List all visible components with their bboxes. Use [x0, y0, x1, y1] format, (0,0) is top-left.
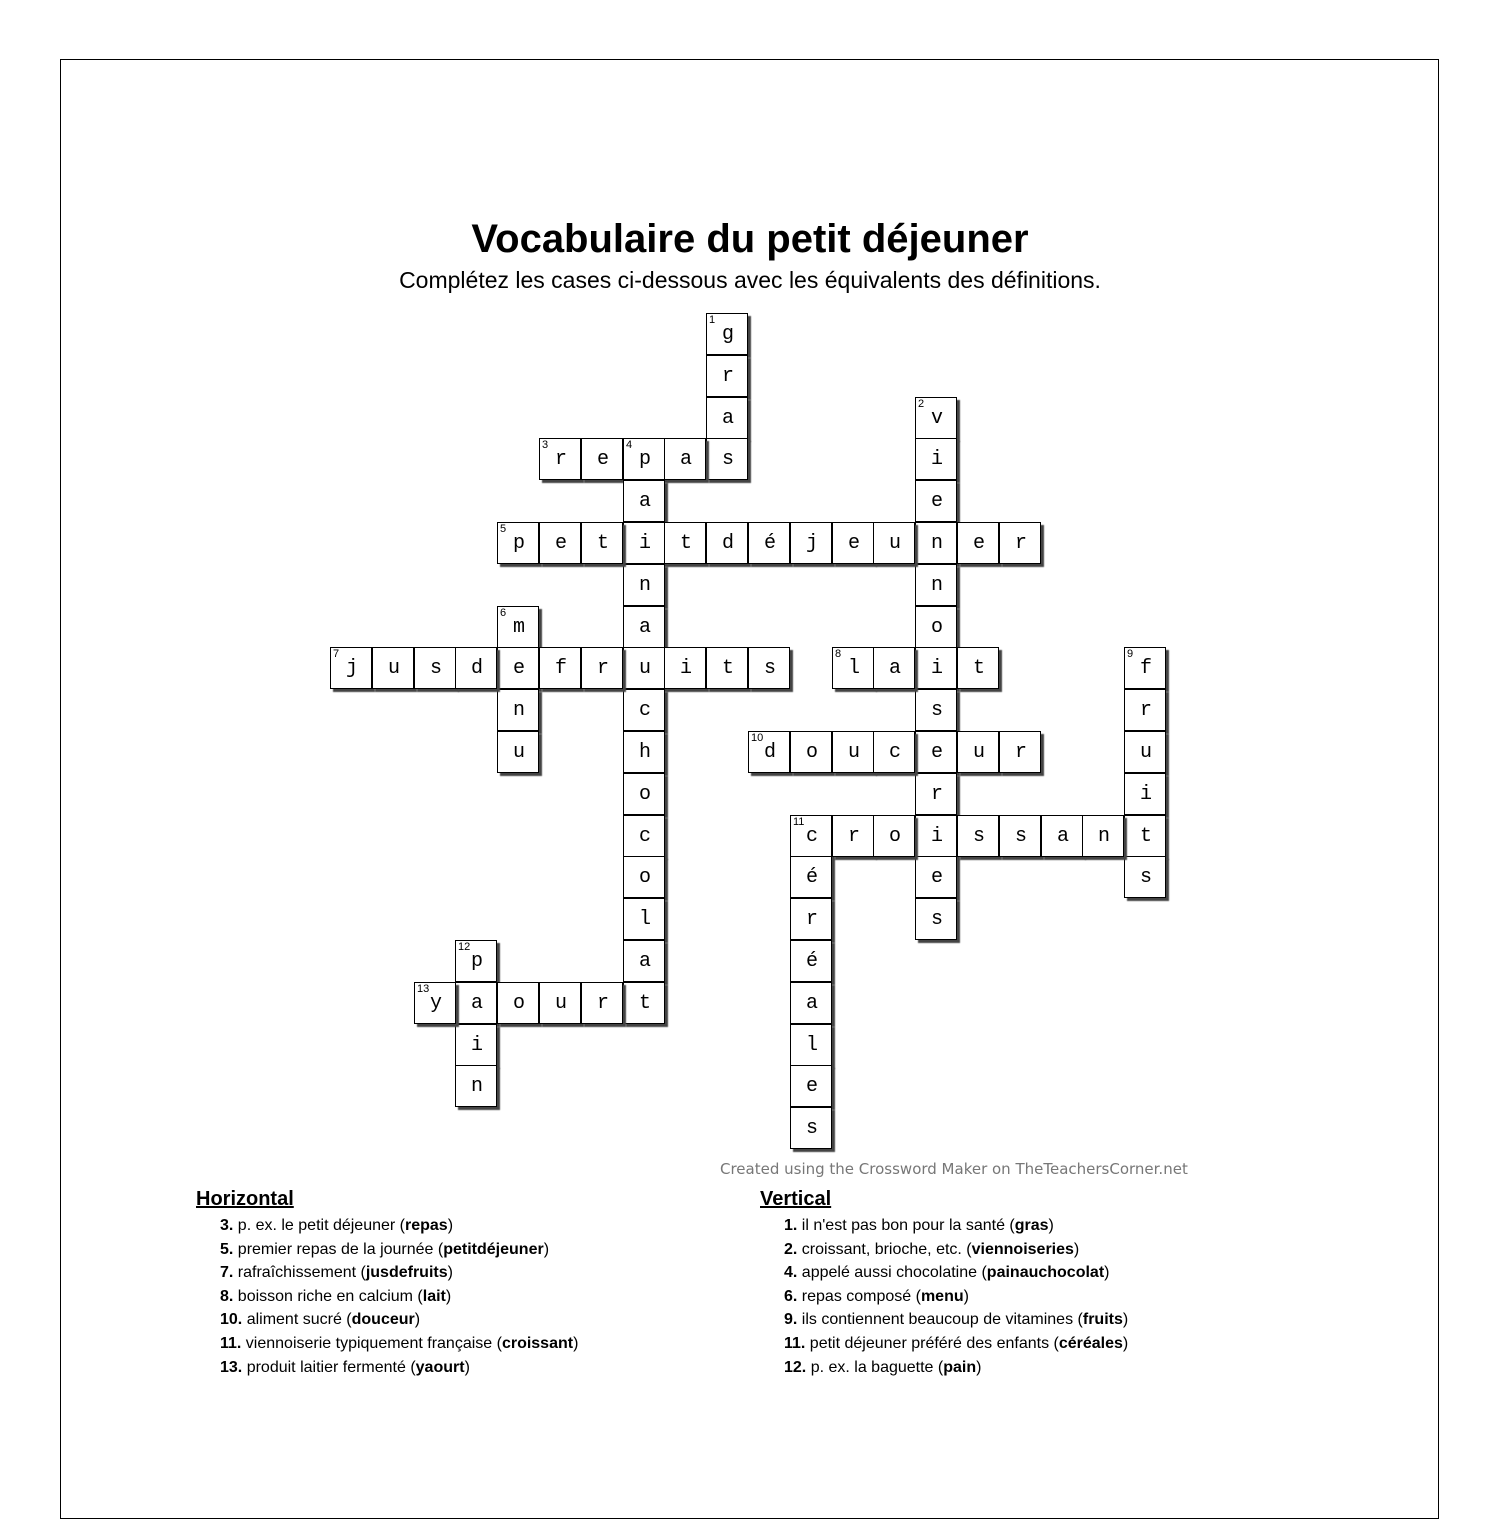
cell-letter: i: [930, 657, 943, 680]
page-subtitle: Complétez les cases ci-dessous avec les équivalents des définitions.: [399, 267, 1101, 293]
grid-cell[interactable]: [790, 982, 832, 1024]
cell-letter: s: [721, 448, 734, 471]
grid-cell[interactable]: [706, 438, 748, 480]
cell-letter: u: [888, 532, 901, 555]
cell-letter: a: [638, 490, 651, 513]
cell-number: 6: [500, 607, 507, 619]
grid-cell[interactable]: [790, 731, 832, 773]
clue-item: 7. rafraîchissement (jusdefruits): [220, 1264, 453, 1282]
cell-letter: p: [470, 950, 483, 973]
cell-letter: u: [387, 657, 400, 680]
clue-text: repas composé (: [797, 1287, 921, 1305]
cell-letter: u: [554, 992, 567, 1015]
cell-letter: e: [930, 741, 943, 764]
clue-text: il n'est pas bon pour la santé (: [797, 1217, 1015, 1234]
grid-cell[interactable]: [706, 522, 748, 564]
cell-letter: r: [721, 365, 734, 388]
cell-letter: u: [972, 741, 985, 764]
cell-letter: e: [930, 490, 943, 513]
cell-letter: n: [512, 699, 525, 722]
cell-letter: t: [638, 992, 651, 1015]
grid-cell[interactable]: [581, 647, 623, 689]
clue-item: 10. aliment sucré (douceur): [220, 1311, 421, 1329]
grid-cell[interactable]: [748, 731, 790, 773]
grid-cell[interactable]: [539, 438, 581, 480]
grid-cell[interactable]: [790, 1024, 832, 1066]
clue-number: 9.: [784, 1311, 798, 1329]
grid-cell[interactable]: [664, 438, 706, 480]
grid-cell[interactable]: [999, 522, 1041, 564]
cell-letter: n: [470, 1075, 483, 1098]
grid-cell[interactable]: [497, 689, 539, 731]
cell-letter: r: [596, 992, 609, 1015]
horizontal-clue-list: [196, 1214, 578, 1379]
grid-cell[interactable]: [999, 731, 1041, 773]
grid-cell[interactable]: [623, 856, 665, 898]
grid-cell[interactable]: [623, 480, 665, 522]
cell-letter: n: [930, 532, 943, 555]
grid-cell[interactable]: [581, 982, 623, 1024]
cell-letter: o: [512, 992, 525, 1015]
cell-letter: u: [512, 741, 525, 764]
cell-letter: g: [721, 323, 734, 346]
vertical-heading: Vertical: [760, 1188, 832, 1210]
grid-cell[interactable]: [455, 1024, 497, 1066]
clue-item: 1. il n'est pas bon pour la santé (gras): [784, 1217, 1054, 1234]
cell-letter: s: [930, 908, 943, 931]
cell-letter: s: [1139, 866, 1152, 889]
cell-letter: a: [470, 992, 483, 1015]
grid-cell[interactable]: [1124, 647, 1166, 689]
grid-cell[interactable]: [832, 731, 874, 773]
clue-number: 11.: [784, 1334, 806, 1352]
clue-number: 7.: [220, 1264, 234, 1282]
grid-cell[interactable]: [706, 313, 748, 355]
clue-answer: croissant: [501, 1334, 574, 1352]
clue-number: 13.: [220, 1358, 243, 1376]
cell-letter: é: [805, 866, 818, 889]
grid-cell[interactable]: [915, 815, 957, 857]
grid-cell[interactable]: [623, 731, 665, 773]
cell-letter: a: [1056, 825, 1069, 848]
grid-cell[interactable]: [330, 647, 372, 689]
grid-cell[interactable]: [455, 982, 497, 1024]
grid-cell[interactable]: [623, 647, 665, 689]
clue-number: 6.: [784, 1287, 798, 1305]
grid-cell[interactable]: [790, 1065, 832, 1107]
cell-letter: r: [1014, 741, 1027, 764]
grid-cell[interactable]: [539, 647, 581, 689]
grid-cell[interactable]: [455, 647, 497, 689]
grid-cell[interactable]: [1124, 815, 1166, 857]
clue-item: 2. croissant, brioche, etc. (viennoiseries): [784, 1240, 1080, 1258]
grid-cell[interactable]: [957, 731, 999, 773]
clue-text: croissant, brioche, etc. (: [797, 1240, 972, 1258]
cell-letter: t: [596, 532, 609, 555]
clue-answer: gras: [1014, 1217, 1049, 1234]
clue-item: 8. boisson riche en calcium (lait): [220, 1287, 452, 1305]
cell-letter: e: [847, 532, 860, 555]
cell-letter: l: [805, 1034, 818, 1057]
cell-number: 12: [458, 941, 471, 953]
grid-cell[interactable]: [790, 522, 832, 564]
grid-cell[interactable]: [957, 522, 999, 564]
cell-letter: a: [679, 448, 692, 471]
grid-cell[interactable]: [790, 898, 832, 940]
cell-letter: p: [512, 532, 525, 555]
cell-letter: n: [930, 574, 943, 597]
cell-letter: j: [805, 532, 818, 555]
cell-letter: i: [930, 448, 943, 471]
clue-item: 4. appelé aussi chocolatine (painauchocolat): [784, 1264, 1110, 1282]
grid-cell[interactable]: [1124, 731, 1166, 773]
grid-cell[interactable]: [372, 647, 414, 689]
cell-letter: i: [679, 657, 692, 680]
grid-cell[interactable]: [915, 564, 957, 606]
grid-cell[interactable]: [1124, 773, 1166, 815]
cell-letter: n: [1097, 825, 1110, 848]
clue-answer: yaourt: [415, 1358, 465, 1376]
cell-letter: m: [512, 616, 525, 639]
cell-letter: i: [930, 825, 943, 848]
cell-letter: h: [638, 741, 651, 764]
grid-cell[interactable]: [915, 480, 957, 522]
grid-cell[interactable]: [497, 731, 539, 773]
grid-cell[interactable]: [1082, 815, 1124, 857]
cell-number: 7: [333, 648, 340, 660]
clue-text: ils contiennent beaucoup de vitamines (: [797, 1311, 1083, 1329]
cell-number: 9: [1127, 648, 1134, 660]
cell-letter: j: [345, 657, 358, 680]
grid-cell[interactable]: [706, 355, 748, 397]
clue-answer: céréales: [1058, 1334, 1123, 1352]
grid-cell[interactable]: [915, 606, 957, 648]
cell-letter: y: [429, 992, 442, 1015]
clue-answer: painauchocolat: [986, 1264, 1105, 1282]
clue-item: 13. produit laitier fermenté (yaourt): [220, 1358, 470, 1376]
clue-number: 8.: [220, 1287, 234, 1305]
cell-letter: t: [679, 532, 692, 555]
grid-cell[interactable]: [623, 689, 665, 731]
cell-letter: d: [763, 741, 776, 764]
cell-letter: a: [638, 950, 651, 973]
grid-cell[interactable]: [581, 438, 623, 480]
cell-letter: s: [972, 825, 985, 848]
vertical-clues: [760, 1186, 1128, 1379]
grid-cell[interactable]: [455, 1065, 497, 1107]
clue-item: 11. viennoiserie typiquement française (croissant): [220, 1334, 579, 1352]
cell-letter: e: [554, 532, 567, 555]
cell-letter: t: [972, 657, 985, 680]
grid-cell[interactable]: [790, 940, 832, 982]
cell-letter: r: [847, 825, 860, 848]
grid-cell[interactable]: [623, 815, 665, 857]
cell-letter: s: [763, 657, 776, 680]
cell-letter: u: [847, 741, 860, 764]
cell-letter: s: [429, 657, 442, 680]
cell-letter: o: [638, 866, 651, 889]
cell-letter: l: [847, 657, 860, 680]
cell-number: 13: [417, 983, 430, 995]
clue-text: produit laitier fermenté (: [242, 1358, 416, 1376]
clue-text: rafraîchissement (: [233, 1264, 366, 1282]
cell-letter: u: [638, 657, 651, 680]
cell-letter: r: [1014, 532, 1027, 555]
cell-letter: p: [638, 448, 651, 471]
grid-cell[interactable]: [1124, 689, 1166, 731]
cell-letter: e: [930, 866, 943, 889]
grid-cell[interactable]: [539, 982, 581, 1024]
grid-cell[interactable]: [748, 647, 790, 689]
grid-cell[interactable]: [414, 647, 456, 689]
clue-answer: menu: [920, 1287, 964, 1305]
clue-answer: repas: [405, 1217, 448, 1234]
grid-cell[interactable]: [706, 397, 748, 439]
vertical-clue-list: [760, 1214, 1128, 1379]
cell-letter: d: [470, 657, 483, 680]
cell-letter: e: [512, 657, 525, 680]
cell-letter: t: [721, 657, 734, 680]
grid-cell[interactable]: [790, 815, 832, 857]
cell-letter: o: [638, 783, 651, 806]
grid-cell[interactable]: [581, 522, 623, 564]
clue-number: 3.: [220, 1217, 234, 1234]
clue-answer: petitdéjeuner: [443, 1240, 544, 1258]
clue-text: premier repas de la journée (: [233, 1240, 444, 1258]
grid-cell[interactable]: [832, 647, 874, 689]
clue-number: 2.: [784, 1240, 798, 1258]
grid-cell[interactable]: [414, 982, 456, 1024]
grid-cell[interactable]: [623, 773, 665, 815]
cell-letter: e: [805, 1075, 818, 1098]
cell-number: 2: [918, 398, 925, 410]
cell-letter: r: [596, 657, 609, 680]
grid-cell[interactable]: [664, 522, 706, 564]
clue-text: boisson riche en calcium (: [233, 1287, 423, 1305]
grid-cell[interactable]: [623, 940, 665, 982]
clue-item: 12. p. ex. la baguette (pain): [784, 1358, 982, 1376]
horizontal-heading: Horizontal: [196, 1188, 294, 1210]
grid-cell[interactable]: [915, 522, 957, 564]
cell-letter: a: [888, 657, 901, 680]
cell-letter: c: [638, 825, 651, 848]
grid-cell[interactable]: [915, 773, 957, 815]
cell-letter: c: [888, 741, 901, 764]
cell-number: 8: [835, 648, 842, 660]
clue-text: viennoiserie typiquement française (: [241, 1334, 502, 1352]
cell-letter: r: [1139, 699, 1152, 722]
cell-letter: e: [596, 448, 609, 471]
cell-number: 11: [793, 816, 805, 828]
grid-cell[interactable]: [497, 606, 539, 648]
cell-letter: n: [638, 574, 651, 597]
grid-cell[interactable]: [455, 940, 497, 982]
cell-letter: i: [470, 1034, 483, 1057]
cell-letter: o: [888, 825, 901, 848]
grid-cell[interactable]: [915, 689, 957, 731]
grid-cell[interactable]: [832, 815, 874, 857]
grid-cell[interactable]: [664, 647, 706, 689]
grid-cell[interactable]: [790, 1107, 832, 1149]
cell-number: 10: [751, 732, 764, 744]
grid-cell[interactable]: [623, 898, 665, 940]
cell-number: 5: [500, 523, 507, 535]
clue-answer: fruits: [1082, 1311, 1123, 1329]
clue-number: 5.: [220, 1240, 234, 1258]
cell-letter: s: [1014, 825, 1027, 848]
clue-number: 11.: [220, 1334, 242, 1352]
cell-letter: o: [805, 741, 818, 764]
clue-number: 10.: [220, 1311, 243, 1329]
clue-text: appelé aussi chocolatine (: [797, 1264, 987, 1282]
cell-letter: f: [554, 657, 567, 680]
cell-letter: o: [930, 616, 943, 639]
cell-letter: i: [1139, 783, 1152, 806]
clue-number: 12.: [784, 1358, 807, 1376]
clue-text: aliment sucré (: [242, 1311, 352, 1329]
cell-letter: a: [721, 407, 734, 430]
grid-cell[interactable]: [539, 522, 581, 564]
grid-cell[interactable]: [915, 647, 957, 689]
cell-letter: é: [763, 532, 776, 555]
clue-answer: jusdefruits: [365, 1264, 448, 1282]
clue-text: p. ex. le petit déjeuner (: [233, 1217, 405, 1234]
cell-letter: d: [721, 532, 734, 555]
cell-number: 3: [542, 439, 549, 451]
cell-letter: l: [638, 908, 651, 931]
cell-letter: u: [1139, 741, 1152, 764]
grid-cell[interactable]: [915, 856, 957, 898]
grid-cell[interactable]: [748, 522, 790, 564]
credit-line: Created using the Crossword Maker on TheTeachersCorner.net: [720, 1160, 1188, 1178]
grid-cell[interactable]: [1041, 815, 1083, 857]
cell-letter: c: [805, 825, 818, 848]
grid-cell[interactable]: [706, 647, 748, 689]
cell-letter: f: [1139, 657, 1152, 680]
clue-text: petit déjeuner préféré des enfants (: [805, 1334, 1059, 1352]
grid-cell[interactable]: [623, 438, 665, 480]
grid-cell[interactable]: [915, 731, 957, 773]
cell-letter: r: [805, 908, 818, 931]
grid-cell[interactable]: [873, 731, 915, 773]
grid-cell[interactable]: [957, 647, 999, 689]
clue-item: 6. repas composé (menu): [784, 1287, 969, 1305]
clue-answer: pain: [943, 1358, 977, 1376]
cell-letter: é: [805, 950, 818, 973]
grid-cell[interactable]: [915, 397, 957, 439]
cell-letter: i: [638, 532, 651, 555]
grid-cell[interactable]: [873, 522, 915, 564]
cell-number: 4: [626, 439, 633, 451]
grid-cell[interactable]: [623, 982, 665, 1024]
clue-item: 11. petit déjeuner préféré des enfants (céréales): [784, 1334, 1129, 1352]
clue-number: 4.: [784, 1264, 798, 1282]
grid-cell[interactable]: [915, 438, 957, 480]
grid-cell[interactable]: [832, 522, 874, 564]
grid-cell[interactable]: [497, 982, 539, 1024]
cell-letter: s: [930, 699, 943, 722]
cell-letter: v: [930, 407, 943, 430]
cell-letter: a: [805, 992, 818, 1015]
grid-cell[interactable]: [623, 606, 665, 648]
cell-letter: r: [930, 783, 943, 806]
grid-cell[interactable]: [873, 815, 915, 857]
clue-number: 1.: [784, 1217, 798, 1234]
grid-cell[interactable]: [623, 522, 665, 564]
cell-letter: s: [805, 1117, 818, 1140]
grid-cell[interactable]: [957, 815, 999, 857]
clue-text: p. ex. la baguette (: [806, 1358, 944, 1376]
horizontal-clues: [196, 1186, 578, 1379]
cell-number: 1: [709, 314, 716, 326]
clue-item: 5. premier repas de la journée (petitdéjeuner): [220, 1240, 550, 1258]
cell-letter: t: [1139, 825, 1152, 848]
grid-cell[interactable]: [915, 898, 957, 940]
grid-cell[interactable]: [790, 856, 832, 898]
grid-cell[interactable]: [497, 522, 539, 564]
grid-cell[interactable]: [873, 647, 915, 689]
clue-answer: lait: [422, 1287, 446, 1305]
clue-answer: viennoiseries: [971, 1240, 1074, 1258]
cell-letter: r: [554, 448, 567, 471]
grid-cell[interactable]: [999, 815, 1041, 857]
grid-cell[interactable]: [497, 647, 539, 689]
grid-cell[interactable]: [1124, 856, 1166, 898]
cell-letter: a: [638, 616, 651, 639]
grid-cell[interactable]: [623, 564, 665, 606]
clue-item: 3. p. ex. le petit déjeuner (repas): [220, 1217, 454, 1234]
clue-answer: douceur: [351, 1311, 415, 1329]
page-title: Vocabulaire du petit déjeuner: [471, 217, 1029, 261]
cell-letter: e: [972, 532, 985, 555]
cell-letter: c: [638, 699, 651, 722]
clue-item: 9. ils contiennent beaucoup de vitamines (fruits): [784, 1311, 1129, 1329]
